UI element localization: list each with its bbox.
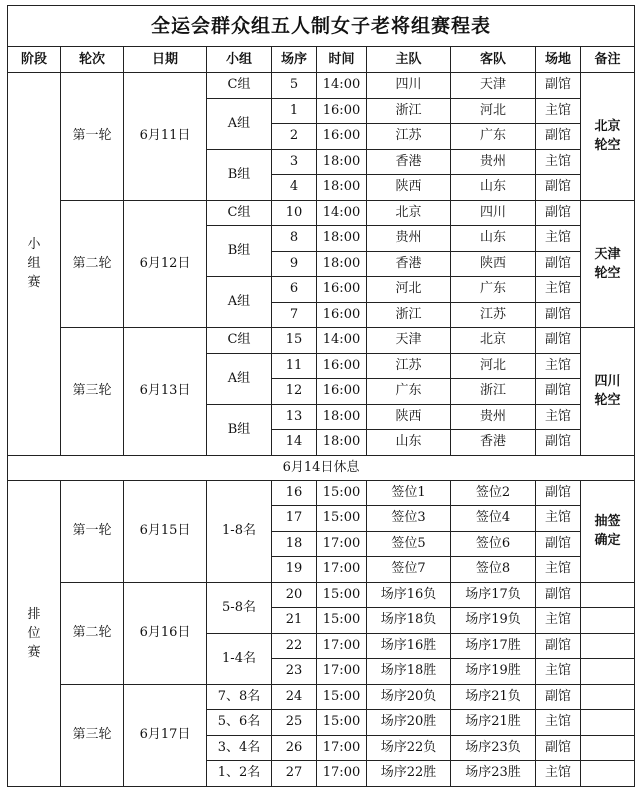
group-cell: A组 xyxy=(207,353,272,404)
match-no: 26 xyxy=(272,735,317,761)
group-cell: 5-8名 xyxy=(207,582,272,633)
home-team: 场序22负 xyxy=(367,735,451,761)
home-team: 场序16负 xyxy=(367,582,451,608)
match-time: 15:00 xyxy=(317,506,367,532)
header-group: 小组 xyxy=(207,47,272,73)
round-date: 6月13日 xyxy=(124,328,207,456)
match-time: 14:00 xyxy=(317,73,367,99)
venue: 主馆 xyxy=(536,277,581,303)
match-no: 23 xyxy=(272,659,317,685)
away-team: 四川 xyxy=(451,200,536,226)
away-team: 场序17负 xyxy=(451,582,536,608)
venue: 副馆 xyxy=(536,124,581,150)
round-date: 6月16日 xyxy=(124,582,207,684)
header-round: 轮次 xyxy=(61,47,124,73)
venue: 副馆 xyxy=(536,175,581,201)
match-time: 16:00 xyxy=(317,98,367,124)
match-no: 22 xyxy=(272,633,317,659)
round-date: 6月15日 xyxy=(124,480,207,582)
home-team: 贵州 xyxy=(367,226,451,252)
home-team: 浙江 xyxy=(367,302,451,328)
group-cell: C组 xyxy=(207,200,272,226)
match-time: 17:00 xyxy=(317,735,367,761)
note-empty xyxy=(581,761,635,787)
header-match-no: 场序 xyxy=(272,47,317,73)
home-team: 签位7 xyxy=(367,557,451,583)
venue: 主馆 xyxy=(536,506,581,532)
venue: 主馆 xyxy=(536,557,581,583)
home-team: 河北 xyxy=(367,277,451,303)
match-time: 15:00 xyxy=(317,582,367,608)
match-time: 16:00 xyxy=(317,302,367,328)
venue: 副馆 xyxy=(536,582,581,608)
match-time: 18:00 xyxy=(317,175,367,201)
round-label: 第二轮 xyxy=(61,582,124,684)
away-team: 场序17胜 xyxy=(451,633,536,659)
away-team: 贵州 xyxy=(451,404,536,430)
home-team: 场序18胜 xyxy=(367,659,451,685)
group-cell: C组 xyxy=(207,328,272,354)
table-row xyxy=(8,328,635,354)
match-no: 16 xyxy=(272,480,317,506)
header-home: 主队 xyxy=(367,47,451,73)
match-time: 16:00 xyxy=(317,277,367,303)
match-no: 25 xyxy=(272,710,317,736)
match-no: 24 xyxy=(272,684,317,710)
home-team: 江苏 xyxy=(367,124,451,150)
home-team: 浙江 xyxy=(367,98,451,124)
away-team: 山东 xyxy=(451,226,536,252)
match-no: 9 xyxy=(272,251,317,277)
group-cell: B组 xyxy=(207,226,272,277)
header-notes: 备注 xyxy=(581,47,635,73)
away-team: 北京 xyxy=(451,328,536,354)
away-team: 山东 xyxy=(451,175,536,201)
match-time: 17:00 xyxy=(317,633,367,659)
round-date: 6月17日 xyxy=(124,684,207,786)
away-team: 河北 xyxy=(451,98,536,124)
home-team: 签位3 xyxy=(367,506,451,532)
venue: 副馆 xyxy=(536,73,581,99)
away-team: 场序23负 xyxy=(451,735,536,761)
home-team: 场序20负 xyxy=(367,684,451,710)
match-no: 2 xyxy=(272,124,317,150)
venue: 主馆 xyxy=(536,659,581,685)
match-no: 4 xyxy=(272,175,317,201)
table-row xyxy=(8,582,635,608)
note-cell: 天津 轮空 xyxy=(581,200,635,328)
match-no: 1 xyxy=(272,98,317,124)
venue: 主馆 xyxy=(536,608,581,634)
match-time: 16:00 xyxy=(317,353,367,379)
match-no: 6 xyxy=(272,277,317,303)
table-row xyxy=(8,684,635,710)
group-cell: C组 xyxy=(207,73,272,99)
venue: 主馆 xyxy=(536,98,581,124)
match-time: 17:00 xyxy=(317,761,367,787)
venue: 副馆 xyxy=(536,251,581,277)
group-cell: B组 xyxy=(207,149,272,200)
venue: 副馆 xyxy=(536,200,581,226)
match-time: 15:00 xyxy=(317,710,367,736)
match-time: 17:00 xyxy=(317,659,367,685)
round-date: 6月12日 xyxy=(124,200,207,328)
venue: 副馆 xyxy=(536,430,581,456)
match-no: 17 xyxy=(272,506,317,532)
home-team: 场序22胜 xyxy=(367,761,451,787)
match-no: 12 xyxy=(272,379,317,405)
header-time: 时间 xyxy=(317,47,367,73)
schedule-document xyxy=(7,5,634,787)
note-empty xyxy=(581,633,635,659)
match-time: 18:00 xyxy=(317,149,367,175)
header-away: 客队 xyxy=(451,47,536,73)
group-cell: 3、4名 xyxy=(207,735,272,761)
match-time: 16:00 xyxy=(317,379,367,405)
venue: 副馆 xyxy=(536,531,581,557)
match-time: 15:00 xyxy=(317,684,367,710)
home-team: 四川 xyxy=(367,73,451,99)
note-empty xyxy=(581,710,635,736)
away-team: 场序23胜 xyxy=(451,761,536,787)
match-no: 21 xyxy=(272,608,317,634)
home-team: 场序20胜 xyxy=(367,710,451,736)
home-team: 陕西 xyxy=(367,175,451,201)
match-time: 18:00 xyxy=(317,251,367,277)
away-team: 广东 xyxy=(451,124,536,150)
note-empty xyxy=(581,582,635,608)
group-cell: 1、2名 xyxy=(207,761,272,787)
rest-day-row xyxy=(8,455,635,480)
away-team: 签位6 xyxy=(451,531,536,557)
note-empty xyxy=(581,608,635,634)
round-date: 6月11日 xyxy=(124,73,207,201)
match-time: 18:00 xyxy=(317,404,367,430)
away-team: 陕西 xyxy=(451,251,536,277)
match-no: 11 xyxy=(272,353,317,379)
match-time: 18:00 xyxy=(317,226,367,252)
home-team: 签位5 xyxy=(367,531,451,557)
header-venue: 场地 xyxy=(536,47,581,73)
away-team: 场序19胜 xyxy=(451,659,536,685)
match-no: 7 xyxy=(272,302,317,328)
round-label: 第三轮 xyxy=(61,328,124,456)
match-no: 19 xyxy=(272,557,317,583)
match-no: 20 xyxy=(272,582,317,608)
match-time: 18:00 xyxy=(317,430,367,456)
home-team: 场序18负 xyxy=(367,608,451,634)
note-cell: 抽签 确定 xyxy=(581,480,635,582)
home-team: 江苏 xyxy=(367,353,451,379)
table-row xyxy=(8,73,635,99)
note-empty xyxy=(581,684,635,710)
away-team: 江苏 xyxy=(451,302,536,328)
venue: 主馆 xyxy=(536,353,581,379)
note-cell: 北京 轮空 xyxy=(581,73,635,201)
away-team: 贵州 xyxy=(451,149,536,175)
header-row xyxy=(8,47,635,73)
venue: 主馆 xyxy=(536,149,581,175)
home-team: 北京 xyxy=(367,200,451,226)
away-team: 天津 xyxy=(451,73,536,99)
home-team: 山东 xyxy=(367,430,451,456)
match-no: 8 xyxy=(272,226,317,252)
match-time: 15:00 xyxy=(317,480,367,506)
table-row xyxy=(8,480,635,506)
match-no: 10 xyxy=(272,200,317,226)
venue: 副馆 xyxy=(536,379,581,405)
group-cell: A组 xyxy=(207,98,272,149)
match-time: 15:00 xyxy=(317,608,367,634)
away-team: 场序21胜 xyxy=(451,710,536,736)
venue: 主馆 xyxy=(536,404,581,430)
match-no: 15 xyxy=(272,328,317,354)
venue: 副馆 xyxy=(536,684,581,710)
venue: 副馆 xyxy=(536,328,581,354)
venue: 主馆 xyxy=(536,761,581,787)
stage-placement: 排 位 赛 xyxy=(8,480,61,786)
note-cell: 四川 轮空 xyxy=(581,328,635,456)
venue: 主馆 xyxy=(536,710,581,736)
venue: 主馆 xyxy=(536,226,581,252)
away-team: 香港 xyxy=(451,430,536,456)
match-no: 14 xyxy=(272,430,317,456)
away-team: 浙江 xyxy=(451,379,536,405)
group-cell: 1-4名 xyxy=(207,633,272,684)
home-team: 陕西 xyxy=(367,404,451,430)
note-empty xyxy=(581,659,635,685)
home-team: 香港 xyxy=(367,149,451,175)
note-empty xyxy=(581,735,635,761)
group-cell: 5、6名 xyxy=(207,710,272,736)
match-time: 14:00 xyxy=(317,200,367,226)
group-cell: 7、8名 xyxy=(207,684,272,710)
home-team: 广东 xyxy=(367,379,451,405)
venue: 副馆 xyxy=(536,633,581,659)
stage-group: 小 组 赛 xyxy=(8,73,61,456)
venue: 副馆 xyxy=(536,735,581,761)
match-no: 5 xyxy=(272,73,317,99)
table-row xyxy=(8,200,635,226)
away-team: 河北 xyxy=(451,353,536,379)
schedule-table xyxy=(7,5,635,787)
venue: 副馆 xyxy=(536,480,581,506)
round-label: 第二轮 xyxy=(61,200,124,328)
match-no: 3 xyxy=(272,149,317,175)
away-team: 签位4 xyxy=(451,506,536,532)
rest-day-label: 6月14日休息 xyxy=(8,455,635,480)
match-time: 14:00 xyxy=(317,328,367,354)
group-cell: B组 xyxy=(207,404,272,455)
home-team: 场序16胜 xyxy=(367,633,451,659)
away-team: 场序19负 xyxy=(451,608,536,634)
group-cell: A组 xyxy=(207,277,272,328)
match-time: 16:00 xyxy=(317,124,367,150)
away-team: 签位8 xyxy=(451,557,536,583)
home-team: 签位1 xyxy=(367,480,451,506)
away-team: 签位2 xyxy=(451,480,536,506)
away-team: 场序21负 xyxy=(451,684,536,710)
round-label: 第三轮 xyxy=(61,684,124,786)
table-title: 全运会群众组五人制女子老将组赛程表 xyxy=(8,6,635,47)
header-stage: 阶段 xyxy=(8,47,61,73)
match-time: 17:00 xyxy=(317,531,367,557)
home-team: 天津 xyxy=(367,328,451,354)
header-date: 日期 xyxy=(124,47,207,73)
venue: 副馆 xyxy=(536,302,581,328)
match-no: 27 xyxy=(272,761,317,787)
group-cell: 1-8名 xyxy=(207,480,272,582)
away-team: 广东 xyxy=(451,277,536,303)
match-no: 13 xyxy=(272,404,317,430)
round-label: 第一轮 xyxy=(61,73,124,201)
home-team: 香港 xyxy=(367,251,451,277)
match-no: 18 xyxy=(272,531,317,557)
match-time: 17:00 xyxy=(317,557,367,583)
round-label: 第一轮 xyxy=(61,480,124,582)
